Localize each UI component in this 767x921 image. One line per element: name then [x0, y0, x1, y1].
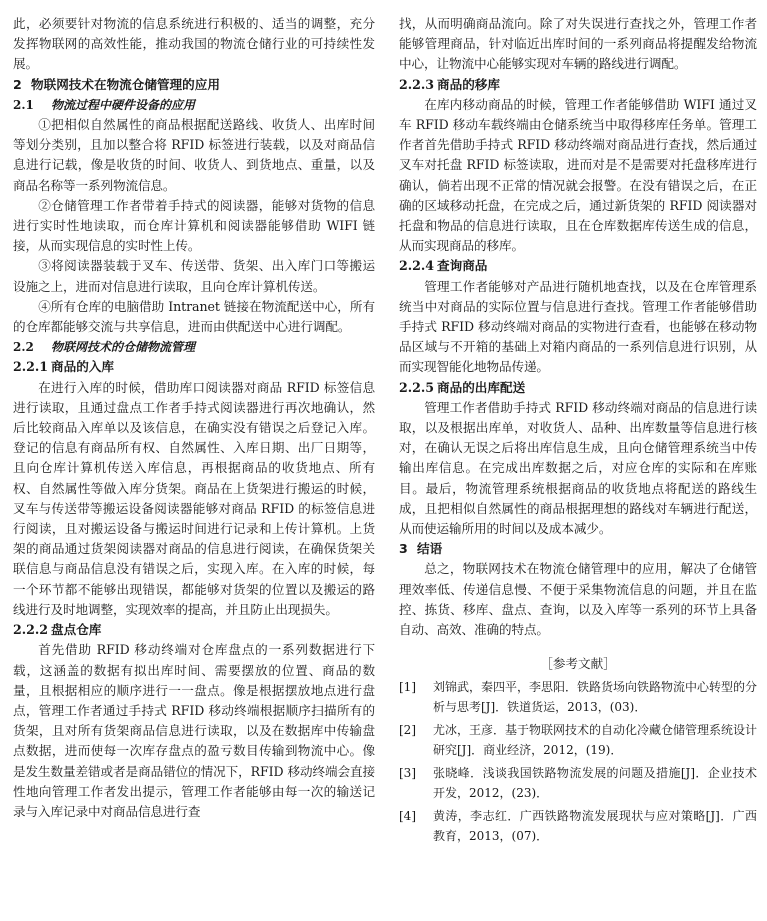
reference-item: [399, 764, 757, 803]
section-2-2-2-title: 盘点仓库: [51, 622, 102, 638]
section-2-2-2-heading: [13, 620, 375, 640]
reference-item: [399, 807, 757, 846]
reference-text: 刘锦武，秦四平，李思阳．铁路货场向铁路物流中心转型的分析与思考[J]．铁道货运，2013，(03)．: [433, 680, 758, 714]
reference-tag: [2]: [399, 723, 416, 738]
section-2-2-5-title: 商品的出库配送: [437, 379, 526, 395]
section-2-title: 物联网技术在物流仓储管理的应用: [31, 76, 220, 92]
section-2-2-3-heading: [399, 75, 757, 95]
hardware-item-1: ①把相似自然属性的商品根据配送路线、收货人、出库时间等划分类别，且加以整合将 RFID 标签进行装载，以及对商品信息进行记载，像是收货的时间、收货人、到货地点、重量，以及商品名称等一系列物流信息。: [13, 117, 375, 193]
reference-tag: [1]: [399, 680, 416, 695]
section-2-2-1-title: 商品的入库: [51, 359, 114, 375]
left-column: [13, 14, 375, 822]
reference-text: 张晓峰．浅谈我国铁路物流发展的问题及措施[J]．企业技术开发，2012，(23)．: [433, 766, 757, 800]
section-2-2-5-heading: [399, 378, 757, 398]
section-2-2-1-heading: [13, 357, 375, 377]
inventory-paragraph: 首先借助 RFID 移动终端对仓库盘点的一系列数据进行下载，这涵盖的数据有拟出库时间、需要摆放的位置、商品的数量，且根据相应的顺序进行一一盘点。像是根据摆放地点进行盘点，管理工作者通过手持式 RFID 移动终端根据顺序扫描所有的货架，且对所有货架商品信息进行读取，以及在数据库中传输盘点数据，进而使每一次库存盘点的盈亏数目传输到物流中心。像是发生数量差错或者是商品错位的情况下，RFID 移动终端会直接性地向管理工作者发出提示，管理工作者能够由每一次的输送记录与入库记录中对商品信息进行查: [13, 642, 375, 819]
section-2-2-2-number: 2.2.2: [13, 622, 49, 638]
outbound-paragraph: 管理工作者借助手持式 RFID 移动终端对商品的信息进行读取，以及根据出库单，对收货人、品种、出库数量等信息进行核对，在确认无误之后将出库信息生成，且向仓储管理系统当中传输出库信息。在完成出库数据之后，对应仓库的实际和在库账目。最后，物流管理系统根据商品的收货地点将配送的路线生成，且把相似自然属性的商品根据理想的路线对车辆进行配送，从而使运输所用的时间以及成本减少。: [399, 399, 757, 537]
references-title: ［参考文献］: [540, 656, 616, 672]
query-paragraph: 管理工作者能够对产品进行随机地查找，以及在仓库管理系统当中对商品的实际位置与信息进行查找。管理工作者能够借助手持式 RFID 移动终端对商品的实物进行查看，也能够在移动物品区域与不开箱的基础上对箱内商品的一系列信息进行识别，从而实现智能化地物品传递。: [399, 278, 757, 375]
section-2-2-5-number: 2.2.5: [399, 379, 435, 395]
hardware-item-2: ②仓储管理工作者带着手持式的阅读器，能够对货物的信息进行实时性地读取，而仓库计算机和阅读器能够借助 WIFI 链接，从而实现信息的实时性上传。: [13, 197, 375, 254]
section-3-title: 结语: [417, 541, 443, 557]
section-2-2-heading: [13, 337, 375, 357]
inbound-paragraph: 在进行入库的时候，借助库口阅读器对商品 RFID 标签信息进行读取，且通过盘点工作者手持式阅读器进行再次地确认，然后比较商品入库单以及该信息，在确实没有错误之后登记入库。登记的信息有商品所有权、自然属性、入库日期、出厂日期等，且向仓库计算机传送入库信息，再根据商品的收货地点、所有权、自然属性等做入库分货架。商品在上货架进行搬运的时候，叉车与传送带等搬运设备阅读器能够对商品 RFID 的标签信息进行阅读，且对搬运设备与搬运时间进行记录和上传计算机。上货架的商品通过货架阅读器对商品的信息进行阅读，在确保货架关联信息与商品信息没有错误之后，实现入库。在入库的时候，每一个环节都不能够出现错误，都能够对货架的位置以及搬运的路线进行及时地调整，实现效率的提高，并且防止出现损失。: [13, 379, 375, 617]
conclusion-paragraph: 总之，物联网技术在物流仓储管理中的应用，解决了仓储管理效率低、传递信息慢、不便于采集物流信息的问题，并且在监控、拣货、移库、盘点、查询，以及入库等一系列的环节上具备自动、高效、准确的特点。: [399, 561, 757, 638]
reference-item: [399, 721, 757, 760]
reference-tag: [4]: [399, 809, 416, 824]
section-3-number: 3: [399, 541, 408, 557]
section-2-number: 2: [13, 76, 22, 92]
section-2-2-4-title: 查询商品: [437, 258, 488, 274]
reference-text: 黄涛，李志红．广西铁路物流发展现状与应对策略[J]．广西教育，2013，(07)．: [433, 809, 757, 843]
section-2-1-number: 2.1: [13, 97, 34, 112]
section-2-2-4-number: 2.2.4: [399, 258, 435, 274]
inventory-continuation: 找，从而明确商品流向。除了对失误进行查找之外，管理工作者能够管理商品，针对临近出库时间的一系列商品将提醒发给物流中心，让物流中心能够实现对车辆的路线进行调配。: [399, 16, 757, 72]
reference-tag: [3]: [399, 766, 416, 781]
hardware-item-4: ④所有仓库的电脑借助 Intranet 链接在物流配送中心，所有的仓库都能够交流与共享信息，进而由供配送中心进行调配。: [13, 298, 375, 335]
section-2-2-4-heading: [399, 256, 757, 276]
section-2-1-title: 物流过程中硬件设备的应用: [51, 97, 196, 112]
section-2-2-1-number: 2.2.1: [13, 359, 49, 375]
section-2-2-number: 2.2: [13, 340, 34, 355]
right-column: [399, 14, 757, 850]
section-2-2-3-title: 商品的移库: [437, 76, 500, 92]
hardware-item-3: ③将阅读器装载于叉车、传送带、货架、出入库门口等搬运设施之上，进而对信息进行读取，且向仓库计算机传送。: [13, 258, 375, 294]
section-2-2-title: 物联网技术的仓储物流管理: [51, 340, 196, 355]
references: [399, 654, 757, 846]
intro-continuation: 此，必须要针对物流的信息系统进行积极的、适当的调整，充分发挥物联网的高效性能，推动我国的物流仓储行业的可持续性发展。: [13, 16, 375, 72]
section-2-heading: [13, 75, 375, 95]
section-3-heading: [399, 539, 757, 559]
relocation-paragraph: 在库内移动商品的时候，管理工作者能够借助 WIFI 通过叉车 RFID 移动车载终端由仓储系统当中取得移库任务单。管理工作者首先借助手持式 RFID 移动终端对商品进行查找，然后通过叉车对托盘 RFID 标签读取，进而对是不是需要对托盘移库进行确认，倘若出现不正常的情况就会报警。在没有错误之后，在正确的区域移动托盘，在完成之后，通过新货架的 RFID 阅读器对托盘和物品的信息进行读取，且在仓库数据库传送生成的信息，从而实现商品的移库。: [399, 96, 757, 254]
reference-text: 尤冰，王彦．基于物联网技术的自动化冷藏仓储管理系统设计研究[J]．商业经济，2012，(19)．: [433, 723, 758, 757]
section-2-1-heading: [13, 95, 375, 115]
section-2-2-3-number: 2.2.3: [399, 76, 435, 92]
reference-item: [399, 678, 757, 717]
